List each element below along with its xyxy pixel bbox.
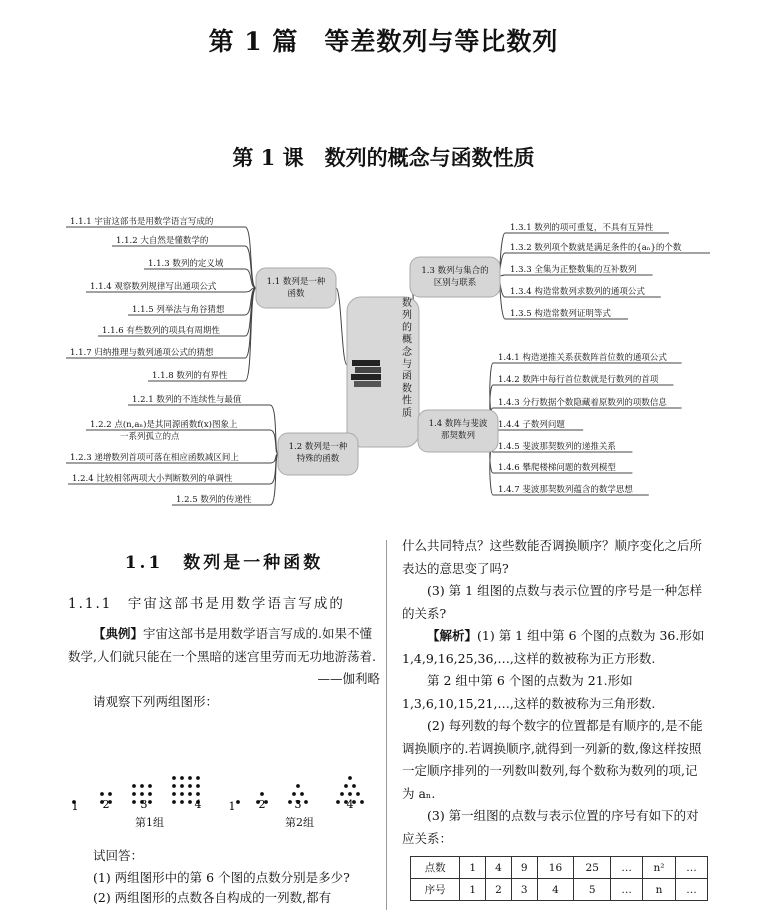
dot: [292, 792, 296, 796]
right-paragraph-3: [402, 625, 708, 670]
question-2: (2) 两组图形的点数各自构成的一列数,都有: [93, 889, 332, 905]
dot: [140, 784, 144, 788]
mindmap-item: [102, 325, 220, 336]
svg-text:1.4.3 分行数据个数隐藏着原数列的项数信息: 1.4.3 分行数据个数隐藏着原数列的项数信息: [498, 398, 667, 408]
dot: [344, 784, 348, 788]
observe-text: 请观察下列两组图形：: [93, 693, 219, 709]
mindmap-branch-3: [410, 257, 500, 297]
dot: [148, 784, 152, 788]
dot: [108, 792, 112, 796]
dot: [180, 800, 184, 804]
left-column: [68, 552, 380, 713]
dot: [236, 800, 240, 804]
svg-text:1.3.4 构造常数列求数列的通项公式: 1.3.4 构造常数列求数列的通项公式: [510, 287, 645, 297]
svg-text:1.1.4 观察数列规律写出通项公式: 1.1.4 观察数列规律写出通项公式: [90, 282, 217, 292]
table-cell: …: [611, 857, 643, 879]
table-cell: n: [643, 879, 676, 901]
mindmap-branch-2: [278, 433, 358, 475]
mindmap-item: [70, 216, 214, 227]
right-paragraph-1: 什么共同特点？这些数能否调换顺序？顺序变化之后所表达的意思变了吗?: [402, 538, 703, 576]
dot: [132, 800, 136, 804]
table-row: [411, 857, 708, 879]
mindmap-branch-label: 1.1 数列是一种: [266, 277, 326, 287]
mindmap-item: [132, 394, 242, 405]
table-cell: 点数: [411, 857, 460, 879]
mindmap-item: [120, 431, 180, 442]
dot: [180, 784, 184, 788]
mindmap-item: [90, 281, 217, 292]
svg-text:1.1.1 宇宙这部书是用数学语言写成的: 1.1.1 宇宙这部书是用数学语言写成的: [70, 217, 214, 227]
dot: [100, 792, 104, 796]
svg-text:1.4.2 数阵中每行首位数就是行数列的首项: 1.4.2 数阵中每行首位数就是行数列的首项: [498, 375, 659, 385]
mindmap-item: [132, 304, 225, 315]
mindmap-item: [510, 264, 636, 275]
mindmap-item: [176, 494, 252, 505]
svg-text:1.1.3 数列的定义域: 1.1.3 数列的定义域: [148, 259, 224, 269]
column-divider: [386, 540, 387, 910]
dot: [348, 792, 352, 796]
analysis-text: (1) 第 1 组中第 6 个图的点数为 36.形如 1,4,9,16,25,36,…,这样的数被称为正方形数.: [402, 628, 705, 666]
table-cell: 16: [537, 857, 574, 879]
figure-index-label: 4: [194, 798, 202, 811]
mind-map: [0, 205, 767, 517]
svg-text:1.3.3 全集为正整数集的互补数列: 1.3.3 全集为正整数集的互补数列: [510, 265, 637, 275]
dot: [360, 800, 364, 804]
dot: [260, 792, 264, 796]
table-cell: 4: [486, 857, 512, 879]
group1-caption: 第1组: [135, 816, 164, 829]
mindmap-item: [116, 235, 209, 246]
mindmap-item: [510, 308, 611, 319]
svg-text:1.2.4 比较相邻两项大小判断数列的单调性: 1.2.4 比较相邻两项大小判断数列的单调性: [72, 474, 233, 484]
dot: [196, 776, 200, 780]
dot: [180, 776, 184, 780]
dot: [180, 792, 184, 796]
right-paragraph-6: (3) 第一组图的点数与表示位置的序号有如下的对应关系：: [402, 808, 699, 846]
mindmap-item: [510, 242, 682, 253]
figure-index-label: 4: [346, 798, 354, 811]
example-text: 宇宙这部书是用数学语言写成的.如果不懂数学,人们就只能在一个黑暗的迷宫里劳而无功地游荡着.: [68, 626, 376, 664]
table-cell: 2: [486, 879, 512, 901]
dot: [148, 792, 152, 796]
mindmap-branch-label: 1.4 数阵与斐波: [428, 419, 488, 429]
figure-index-label: 3: [140, 798, 148, 811]
example-tag: 【典例】: [93, 626, 144, 641]
table-row: [411, 879, 708, 901]
section-title: 1.1 数列是一种函数: [124, 553, 324, 573]
mindmap-item: [498, 441, 616, 452]
dot: [172, 776, 176, 780]
mindmap-branch-label: 区别与联系: [433, 278, 477, 288]
svg-text:1.2.1 数列的不连续性与最值: 1.2.1 数列的不连续性与最值: [132, 395, 242, 405]
table-cell: 4: [537, 879, 574, 901]
svg-text:1.3.5 构造常数列证明等式: 1.3.5 构造常数列证明等式: [510, 309, 611, 319]
svg-text:1.4.6 攀爬楼梯问题的数列模型: 1.4.6 攀爬楼梯问题的数列模型: [498, 463, 616, 473]
group2-caption: 第2组: [285, 816, 314, 829]
svg-text:1.2.2 点(n,aₙ)是其同源函数f(x)图象上: 1.2.2 点(n,aₙ)是其同源函数f(x)图象上: [90, 420, 238, 430]
mindmap-branch-4: [418, 410, 498, 452]
dot: [304, 800, 308, 804]
dot: [300, 792, 304, 796]
right-paragraph-5: (2) 每列数的每个数字的位置都是有顺序的,是不能调换顺序的.若调换顺序,就得到一列新的数,像这样按照一定顺序排列的一列数叫数列,每个数称为数列的项,记为 aₙ.: [402, 718, 703, 801]
dot: [172, 784, 176, 788]
figure-index-label: 1: [228, 800, 236, 813]
svg-text:1.2.5 数列的传递性: 1.2.5 数列的传递性: [176, 495, 252, 505]
dot: [288, 800, 292, 804]
dot: [172, 792, 176, 796]
table-cell: 9: [511, 857, 537, 879]
dot-figures: [62, 750, 382, 830]
mindmap-item: [90, 419, 238, 430]
mindmap-item: [498, 397, 667, 408]
table-cell: 3: [511, 879, 537, 901]
svg-text:1.3.2 数列项个数就是满足条件的{aₙ}的个数: 1.3.2 数列项个数就是满足条件的{aₙ}的个数: [510, 243, 682, 253]
figure-index-label: 1: [71, 800, 79, 813]
mindmap-branch-label: 1.3 数列与集合的: [421, 266, 489, 276]
svg-text:1.4.5 斐波那契数列的递推关系: 1.4.5 斐波那契数列的递推关系: [498, 442, 616, 452]
table-cell: 1: [460, 879, 486, 901]
mindmap-item: [70, 347, 214, 358]
dot: [132, 784, 136, 788]
dot: [348, 776, 352, 780]
table-cell: 1: [460, 857, 486, 879]
mindmap-item: [498, 374, 659, 385]
table-cell: 序号: [411, 879, 460, 901]
dot: [196, 784, 200, 788]
mindmap-branch-label: 特殊的函数: [296, 454, 340, 464]
part-title: 第 1 篇 等差数列与等比数列: [208, 27, 559, 56]
analysis-tag: 【解析】: [427, 628, 478, 643]
dot: [188, 800, 192, 804]
dot: [172, 800, 176, 804]
mindmap-item: [498, 352, 667, 363]
mindmap-branch-1: [256, 268, 336, 308]
right-paragraph-2: (3) 第 1 组图的点数与表示位置的序号是一种怎样的关系?: [402, 583, 703, 621]
svg-text:1.3.1 数列的项可重复，不具有互异性: 1.3.1 数列的项可重复，不具有互异性: [510, 223, 654, 233]
dot: [148, 800, 152, 804]
mindmap-item: [152, 370, 228, 381]
subsection-title: 1.1.1 宇宙这部书是用数学语言写成的: [68, 595, 345, 612]
example-paragraph: [68, 623, 380, 668]
mindmap-item: [498, 462, 616, 473]
table-cell: …: [611, 879, 643, 901]
svg-text:一系列孤立的点: 一系列孤立的点: [120, 432, 180, 442]
figure-index-label: 2: [258, 798, 266, 811]
mindmap-item: [148, 258, 224, 269]
dot: [196, 792, 200, 796]
dot: [296, 784, 300, 788]
svg-text:1.1.5 列举法与角谷猜想: 1.1.5 列举法与角谷猜想: [132, 305, 225, 315]
dot: [140, 792, 144, 796]
dot: [188, 784, 192, 788]
svg-text:1.4.4 子数列问题: 1.4.4 子数列问题: [498, 420, 565, 430]
mindmap-branch-label: 那契数列: [440, 431, 476, 441]
dot: [132, 792, 136, 796]
dot: [188, 792, 192, 796]
dot: [188, 776, 192, 780]
table-cell: 5: [574, 879, 611, 901]
table-cell: n²: [643, 857, 676, 879]
svg-text:1.4.7 斐波那契数列蕴含的数学思想: 1.4.7 斐波那契数列蕴含的数学思想: [498, 485, 633, 495]
svg-text:1.1.8 数列的有界性: 1.1.8 数列的有界性: [152, 371, 228, 381]
table-cell: …: [675, 879, 707, 901]
right-paragraph-4: 第 2 组中第 6 个图的点数为 21.形如 1,3,6,10,15,21,…,这样的数被称为三角形数.: [402, 673, 656, 711]
svg-text:1.1.6 有些数列的项具有周期性: 1.1.6 有些数列的项具有周期性: [102, 326, 220, 336]
right-column: [402, 535, 708, 850]
left-column-bottom: [68, 845, 380, 908]
figure-index-label: 3: [294, 798, 302, 811]
svg-text:1.1.7 归纳推理与数列通项公式的猜想: 1.1.7 归纳推理与数列通项公式的猜想: [70, 348, 214, 358]
dot: [356, 792, 360, 796]
svg-text:1.1.2 大自然是懂数学的: 1.1.2 大自然是懂数学的: [116, 236, 209, 246]
table-cell: …: [675, 857, 707, 879]
svg-text:1.4.1 构造递推关系获数阵首位数的通项公式: 1.4.1 构造递推关系获数阵首位数的通项公式: [498, 353, 667, 363]
mindmap-item: [498, 419, 565, 430]
attribution: ——伽利略: [317, 671, 380, 686]
dot: [336, 800, 340, 804]
answer-prompt: 试回答：: [93, 848, 144, 863]
mindmap-item: [510, 286, 645, 297]
correspondence-table: [410, 856, 708, 901]
question-1: (1) 两组图形中的第 6 个图的点数分别是多少?: [93, 869, 350, 885]
lesson-title: 第 1 课 数列的概念与函数性质: [232, 145, 535, 170]
mindmap-center-label: 数列的概念与函数性质: [402, 298, 412, 419]
table-cell: 25: [574, 857, 611, 879]
mindmap-item: [498, 484, 633, 495]
mindmap-branch-label: 1.2 数列是一种: [288, 442, 348, 452]
mindmap-item: [510, 222, 654, 233]
dot: [340, 792, 344, 796]
mindmap-branch-label: 函数: [287, 289, 305, 299]
svg-text:1.2.3 递增数列首项可落在相应函数减区间上: 1.2.3 递增数列首项可落在相应函数减区间上: [70, 453, 239, 463]
figure-index-label: 2: [102, 798, 110, 811]
mindmap-item: [70, 452, 239, 463]
mindmap-item: [72, 473, 233, 484]
dot: [352, 784, 356, 788]
